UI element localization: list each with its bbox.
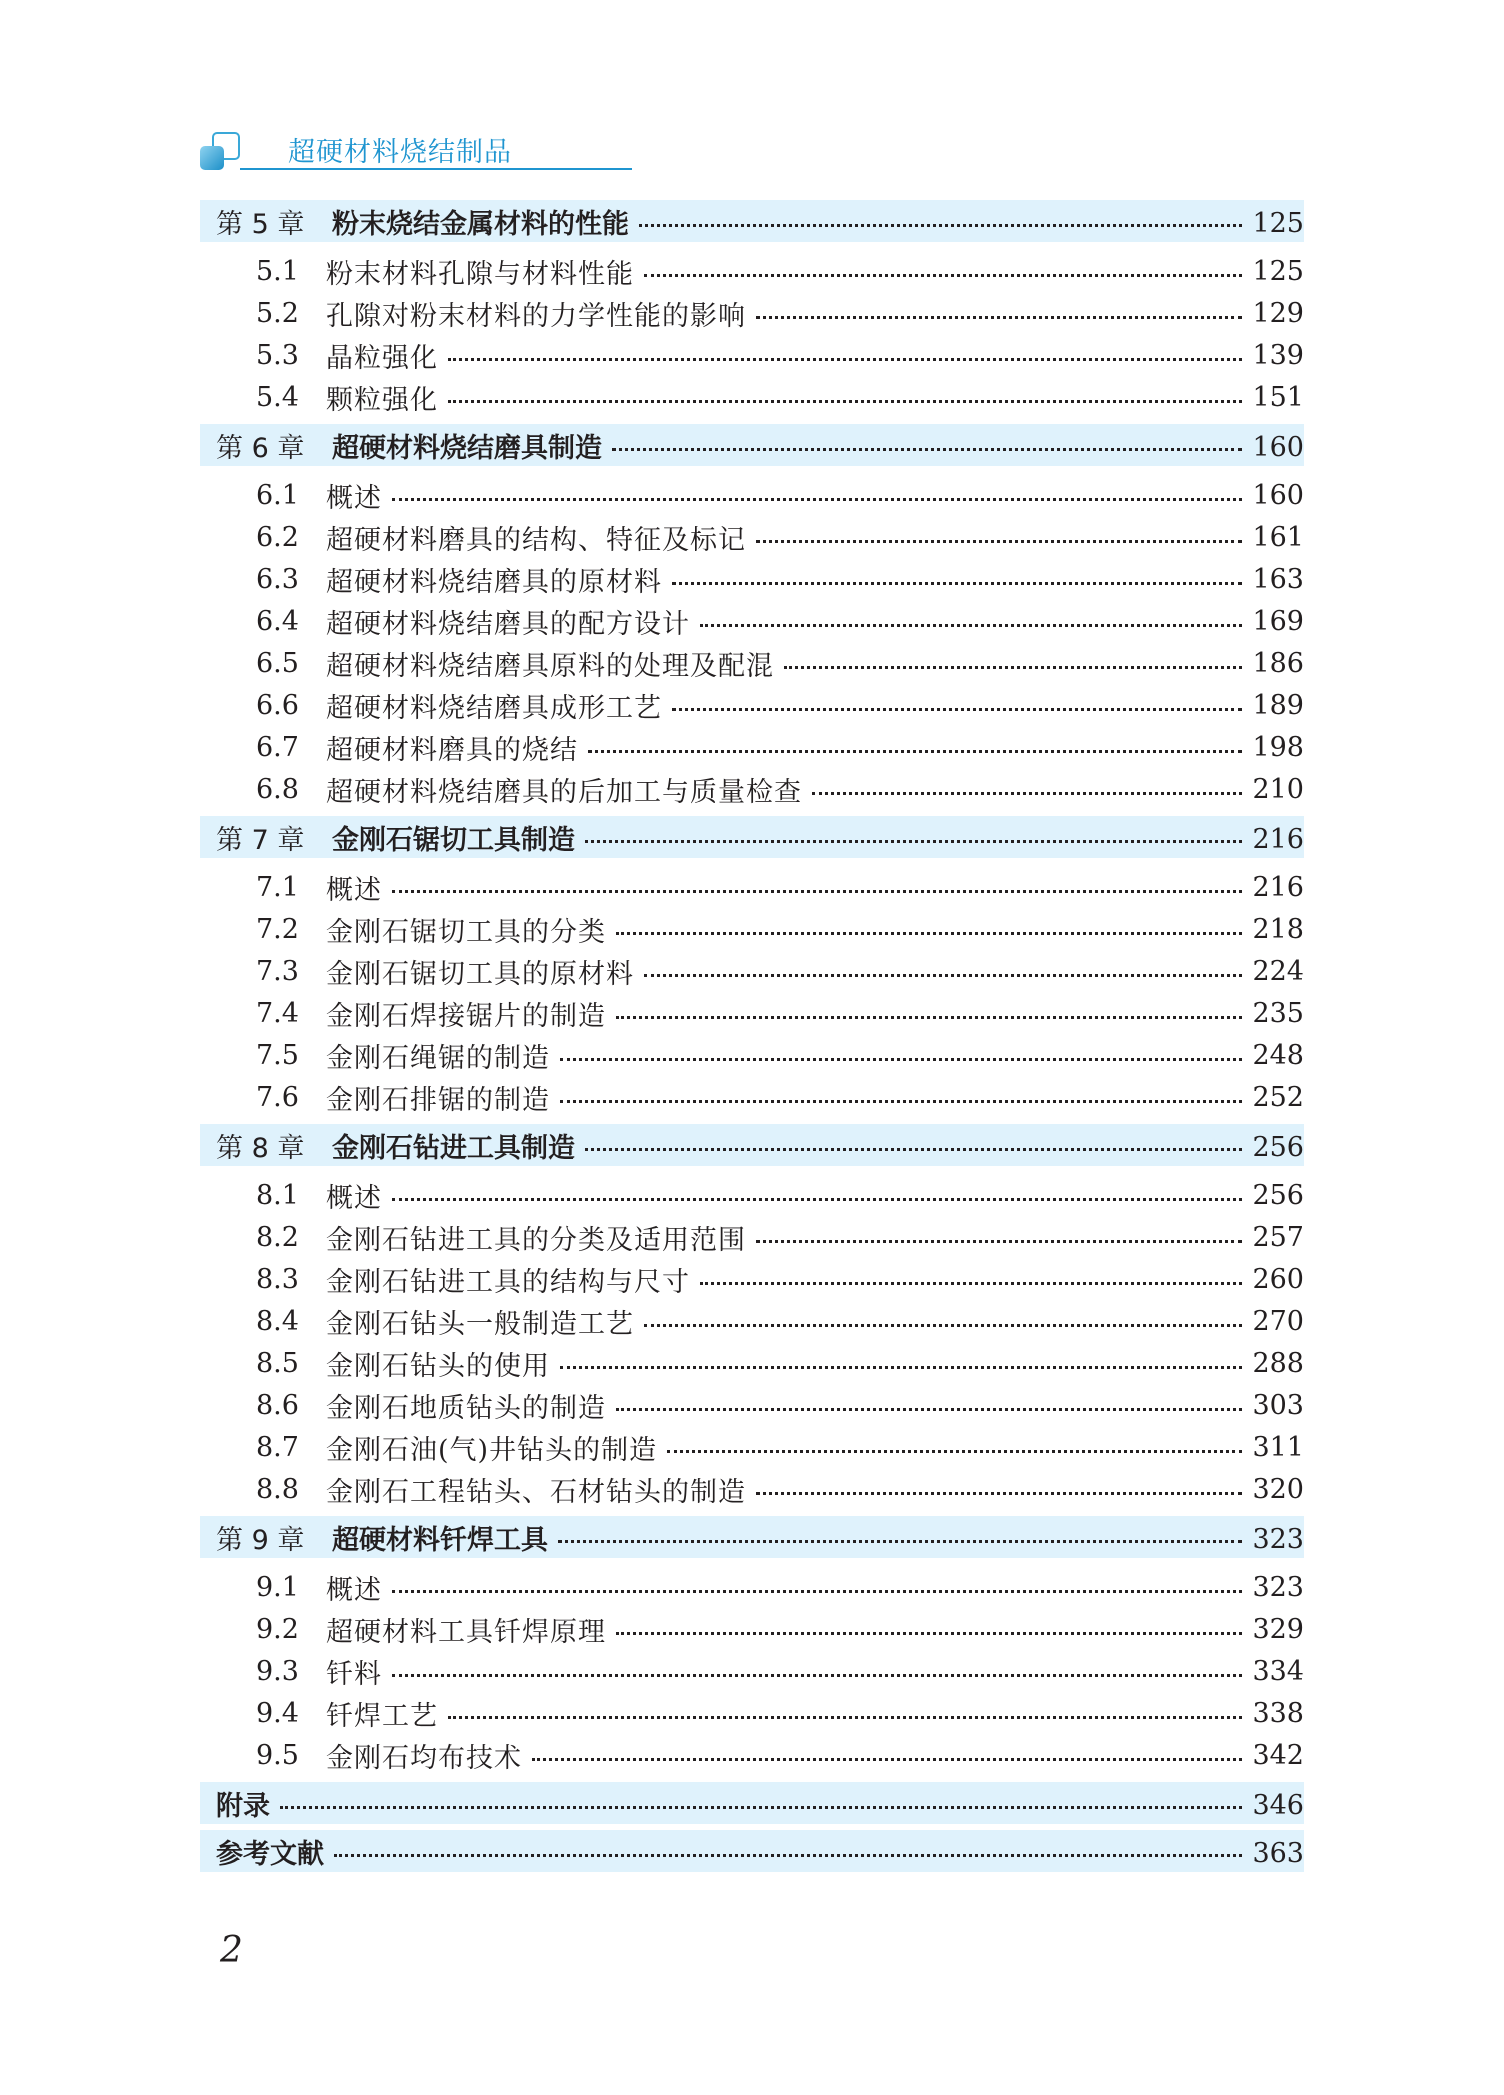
- section-entry[interactable]: [200, 1692, 1304, 1734]
- section-page: 129: [1252, 297, 1304, 329]
- section-number: 6.5: [256, 647, 299, 679]
- chapter-page: 363: [1252, 1837, 1304, 1869]
- section-entry[interactable]: [200, 1566, 1304, 1608]
- section-title: 钎焊工艺: [326, 1700, 438, 1732]
- leader-dots: [585, 840, 1242, 843]
- chapter-page: 125: [1252, 207, 1304, 239]
- section-entry[interactable]: [200, 376, 1304, 418]
- section-page: 257: [1252, 1221, 1304, 1253]
- leader-dots: [392, 1198, 1242, 1201]
- leader-dots: [392, 1674, 1242, 1677]
- leader-dots: [532, 1758, 1242, 1761]
- section-title: 超硬材料磨具的结构、特征及标记: [326, 524, 746, 556]
- section-page: 161: [1252, 521, 1304, 553]
- chapter-number: 第 7 章: [216, 824, 305, 856]
- section-title: 超硬材料烧结磨具的配方设计: [326, 608, 690, 640]
- chapter-entry[interactable]: [200, 200, 1304, 242]
- section-title: 金刚石地质钻头的制造: [326, 1392, 606, 1424]
- leader-dots: [756, 1492, 1242, 1495]
- section-title: 金刚石钻头的使用: [326, 1350, 550, 1382]
- section-number: 6.2: [256, 521, 299, 553]
- chapter-page: 256: [1252, 1131, 1304, 1163]
- book-logo-icon: [200, 132, 240, 172]
- section-title: 金刚石排锯的制造: [326, 1084, 550, 1116]
- chapter-page: 160: [1252, 431, 1304, 463]
- chapter-entry[interactable]: [200, 816, 1304, 858]
- section-title: 金刚石锯切工具的分类: [326, 916, 606, 948]
- section-title: 超硬材料磨具的烧结: [326, 734, 578, 766]
- section-number: 5.1: [256, 255, 299, 287]
- chapter-number: 第 5 章: [216, 208, 305, 240]
- section-number: 6.4: [256, 605, 299, 637]
- section-entry[interactable]: [200, 950, 1304, 992]
- leader-dots: [560, 1058, 1242, 1061]
- chapter-title: 超硬材料钎焊工具: [332, 1524, 548, 1556]
- leader-dots: [644, 274, 1242, 277]
- section-number: 7.3: [256, 955, 299, 987]
- leader-dots: [585, 1148, 1242, 1151]
- chapter-title: 附录: [216, 1790, 270, 1822]
- header-rule: [240, 168, 632, 170]
- section-page: 186: [1252, 647, 1304, 679]
- leader-dots: [588, 750, 1242, 753]
- section-page: 216: [1252, 871, 1304, 903]
- section-title: 超硬材料烧结磨具成形工艺: [326, 692, 662, 724]
- section-number: 9.3: [256, 1655, 299, 1687]
- chapter-page: 346: [1252, 1789, 1304, 1821]
- section-title: 超硬材料烧结磨具的原材料: [326, 566, 662, 598]
- section-page: 338: [1252, 1697, 1304, 1729]
- section-page: 139: [1252, 339, 1304, 371]
- section-title: 金刚石钻进工具的分类及适用范围: [326, 1224, 746, 1256]
- section-entry[interactable]: [200, 334, 1304, 376]
- section-entry[interactable]: [200, 1468, 1304, 1510]
- section-page: 270: [1252, 1305, 1304, 1337]
- leader-dots: [560, 1100, 1242, 1103]
- section-entry[interactable]: [200, 516, 1304, 558]
- leader-dots: [448, 1716, 1242, 1719]
- section-entry[interactable]: [200, 250, 1304, 292]
- chapter-number: 第 6 章: [216, 432, 305, 464]
- leader-dots: [812, 792, 1242, 795]
- section-title: 金刚石锯切工具的原材料: [326, 958, 634, 990]
- section-number: 7.6: [256, 1081, 299, 1113]
- section-number: 8.1: [256, 1179, 299, 1211]
- section-title: 金刚石钻头一般制造工艺: [326, 1308, 634, 1340]
- section-page: 311: [1252, 1431, 1304, 1463]
- section-entry[interactable]: [200, 642, 1304, 684]
- leader-dots: [672, 708, 1242, 711]
- section-number: 8.8: [256, 1473, 299, 1505]
- section-page: 198: [1252, 731, 1304, 763]
- section-number: 5.3: [256, 339, 299, 371]
- section-page: 169: [1252, 605, 1304, 637]
- section-title: 超硬材料烧结磨具的后加工与质量检查: [326, 776, 802, 808]
- section-number: 6.1: [256, 479, 299, 511]
- leader-dots: [672, 582, 1242, 585]
- leader-dots: [392, 1590, 1242, 1593]
- leader-dots: [448, 400, 1242, 403]
- section-entry[interactable]: [200, 866, 1304, 908]
- leader-dots: [558, 1540, 1242, 1543]
- section-page: 248: [1252, 1039, 1304, 1071]
- section-number: 9.4: [256, 1697, 299, 1729]
- chapter-page: 216: [1252, 823, 1304, 855]
- section-title: 粉末材料孔隙与材料性能: [326, 258, 634, 290]
- page-number: 2: [220, 1930, 243, 1971]
- chapter-entry[interactable]: [200, 1830, 1304, 1872]
- section-page: 320: [1252, 1473, 1304, 1505]
- leader-dots: [756, 540, 1242, 543]
- section-page: 256: [1252, 1179, 1304, 1211]
- section-title: 金刚石油(气)井钻头的制造: [326, 1434, 658, 1466]
- section-title: 金刚石工程钻头、石材钻头的制造: [326, 1476, 746, 1508]
- section-number: 6.8: [256, 773, 299, 805]
- chapter-title: 金刚石钻进工具制造: [332, 1132, 575, 1164]
- leader-dots: [616, 1016, 1242, 1019]
- section-number: 8.6: [256, 1389, 299, 1421]
- leader-dots: [334, 1854, 1242, 1857]
- section-number: 6.3: [256, 563, 299, 595]
- section-title: 概述: [326, 1182, 382, 1214]
- section-title: 晶粒强化: [326, 342, 438, 374]
- section-page: 323: [1252, 1571, 1304, 1603]
- section-entry[interactable]: [200, 908, 1304, 950]
- book-title: 超硬材料烧结制品: [288, 137, 512, 168]
- section-title: 概述: [326, 1574, 382, 1606]
- section-entry[interactable]: [200, 1300, 1304, 1342]
- leader-dots: [700, 1282, 1242, 1285]
- leader-dots: [392, 890, 1242, 893]
- leader-dots: [616, 1408, 1242, 1411]
- section-entry[interactable]: [200, 992, 1304, 1034]
- section-entry[interactable]: [200, 684, 1304, 726]
- section-entry[interactable]: [200, 1034, 1304, 1076]
- section-title: 颗粒强化: [326, 384, 438, 416]
- leader-dots: [667, 1450, 1242, 1453]
- section-page: 235: [1252, 997, 1304, 1029]
- section-entry[interactable]: [200, 1216, 1304, 1258]
- section-title: 金刚石绳锯的制造: [326, 1042, 550, 1074]
- section-page: 163: [1252, 563, 1304, 595]
- section-entry[interactable]: [200, 1174, 1304, 1216]
- section-page: 224: [1252, 955, 1304, 987]
- section-number: 7.4: [256, 997, 299, 1029]
- section-title: 孔隙对粉末材料的力学性能的影响: [326, 300, 746, 332]
- leader-dots: [280, 1806, 1242, 1809]
- section-number: 8.5: [256, 1347, 299, 1379]
- chapter-title: 参考文献: [216, 1838, 324, 1870]
- leader-dots: [639, 224, 1242, 227]
- leader-dots: [644, 974, 1242, 977]
- leader-dots: [392, 498, 1242, 501]
- section-title: 超硬材料烧结磨具原料的处理及配混: [326, 650, 774, 682]
- section-number: 8.2: [256, 1221, 299, 1253]
- leader-dots: [616, 932, 1242, 935]
- chapter-number: 第 9 章: [216, 1524, 305, 1556]
- section-number: 7.1: [256, 871, 299, 903]
- section-page: 210: [1252, 773, 1304, 805]
- section-page: 334: [1252, 1655, 1304, 1687]
- section-title: 概述: [326, 874, 382, 906]
- section-number: 9.1: [256, 1571, 299, 1603]
- section-entry[interactable]: [200, 1342, 1304, 1384]
- section-number: 7.2: [256, 913, 299, 945]
- section-entry[interactable]: [200, 1608, 1304, 1650]
- chapter-entry[interactable]: [200, 1516, 1304, 1558]
- section-page: 151: [1252, 381, 1304, 413]
- leader-dots: [756, 1240, 1242, 1243]
- section-title: 超硬材料工具钎焊原理: [326, 1616, 606, 1648]
- leader-dots: [612, 448, 1242, 451]
- leader-dots: [616, 1632, 1242, 1635]
- section-title: 概述: [326, 482, 382, 514]
- section-entry[interactable]: [200, 1734, 1304, 1776]
- leader-dots: [756, 316, 1242, 319]
- running-header: [200, 128, 632, 170]
- section-number: 8.7: [256, 1431, 299, 1463]
- section-number: 8.3: [256, 1263, 299, 1295]
- section-number: 9.5: [256, 1739, 299, 1771]
- section-number: 9.2: [256, 1613, 299, 1645]
- section-title: 金刚石均布技术: [326, 1742, 522, 1774]
- section-number: 8.4: [256, 1305, 299, 1337]
- section-title: 金刚石钻进工具的结构与尺寸: [326, 1266, 690, 1298]
- section-page: 329: [1252, 1613, 1304, 1645]
- section-page: 288: [1252, 1347, 1304, 1379]
- section-entry[interactable]: [200, 600, 1304, 642]
- section-page: 260: [1252, 1263, 1304, 1295]
- section-number: 6.6: [256, 689, 299, 721]
- section-entry[interactable]: [200, 726, 1304, 768]
- leader-dots: [784, 666, 1242, 669]
- section-page: 252: [1252, 1081, 1304, 1113]
- section-entry[interactable]: [200, 1258, 1304, 1300]
- section-number: 5.2: [256, 297, 299, 329]
- section-entry[interactable]: [200, 1384, 1304, 1426]
- section-page: 160: [1252, 479, 1304, 511]
- section-entry[interactable]: [200, 474, 1304, 516]
- section-entry[interactable]: [200, 1650, 1304, 1692]
- section-page: 342: [1252, 1739, 1304, 1771]
- chapter-entry[interactable]: [200, 424, 1304, 466]
- leader-dots: [560, 1366, 1242, 1369]
- leader-dots: [700, 624, 1242, 627]
- section-entry[interactable]: [200, 1076, 1304, 1118]
- section-entry[interactable]: [200, 558, 1304, 600]
- section-title: 钎料: [326, 1658, 382, 1690]
- section-page: 218: [1252, 913, 1304, 945]
- section-entry[interactable]: [200, 292, 1304, 334]
- section-number: 6.7: [256, 731, 299, 763]
- section-title: 金刚石焊接锯片的制造: [326, 1000, 606, 1032]
- leader-dots: [644, 1324, 1242, 1327]
- chapter-number: 第 8 章: [216, 1132, 305, 1164]
- chapter-page: 323: [1252, 1523, 1304, 1555]
- chapter-title: 超硬材料烧结磨具制造: [332, 432, 602, 464]
- section-entry[interactable]: [200, 1426, 1304, 1468]
- chapter-entry[interactable]: [200, 1782, 1304, 1824]
- leader-dots: [448, 358, 1242, 361]
- section-page: 303: [1252, 1389, 1304, 1421]
- section-page: 189: [1252, 689, 1304, 721]
- section-number: 5.4: [256, 381, 299, 413]
- section-number: 7.5: [256, 1039, 299, 1071]
- table-of-contents: [200, 200, 1304, 1872]
- section-page: 125: [1252, 255, 1304, 287]
- chapter-title: 粉末烧结金属材料的性能: [332, 208, 629, 240]
- chapter-title: 金刚石锯切工具制造: [332, 824, 575, 856]
- section-entry[interactable]: [200, 768, 1304, 810]
- chapter-entry[interactable]: [200, 1124, 1304, 1166]
